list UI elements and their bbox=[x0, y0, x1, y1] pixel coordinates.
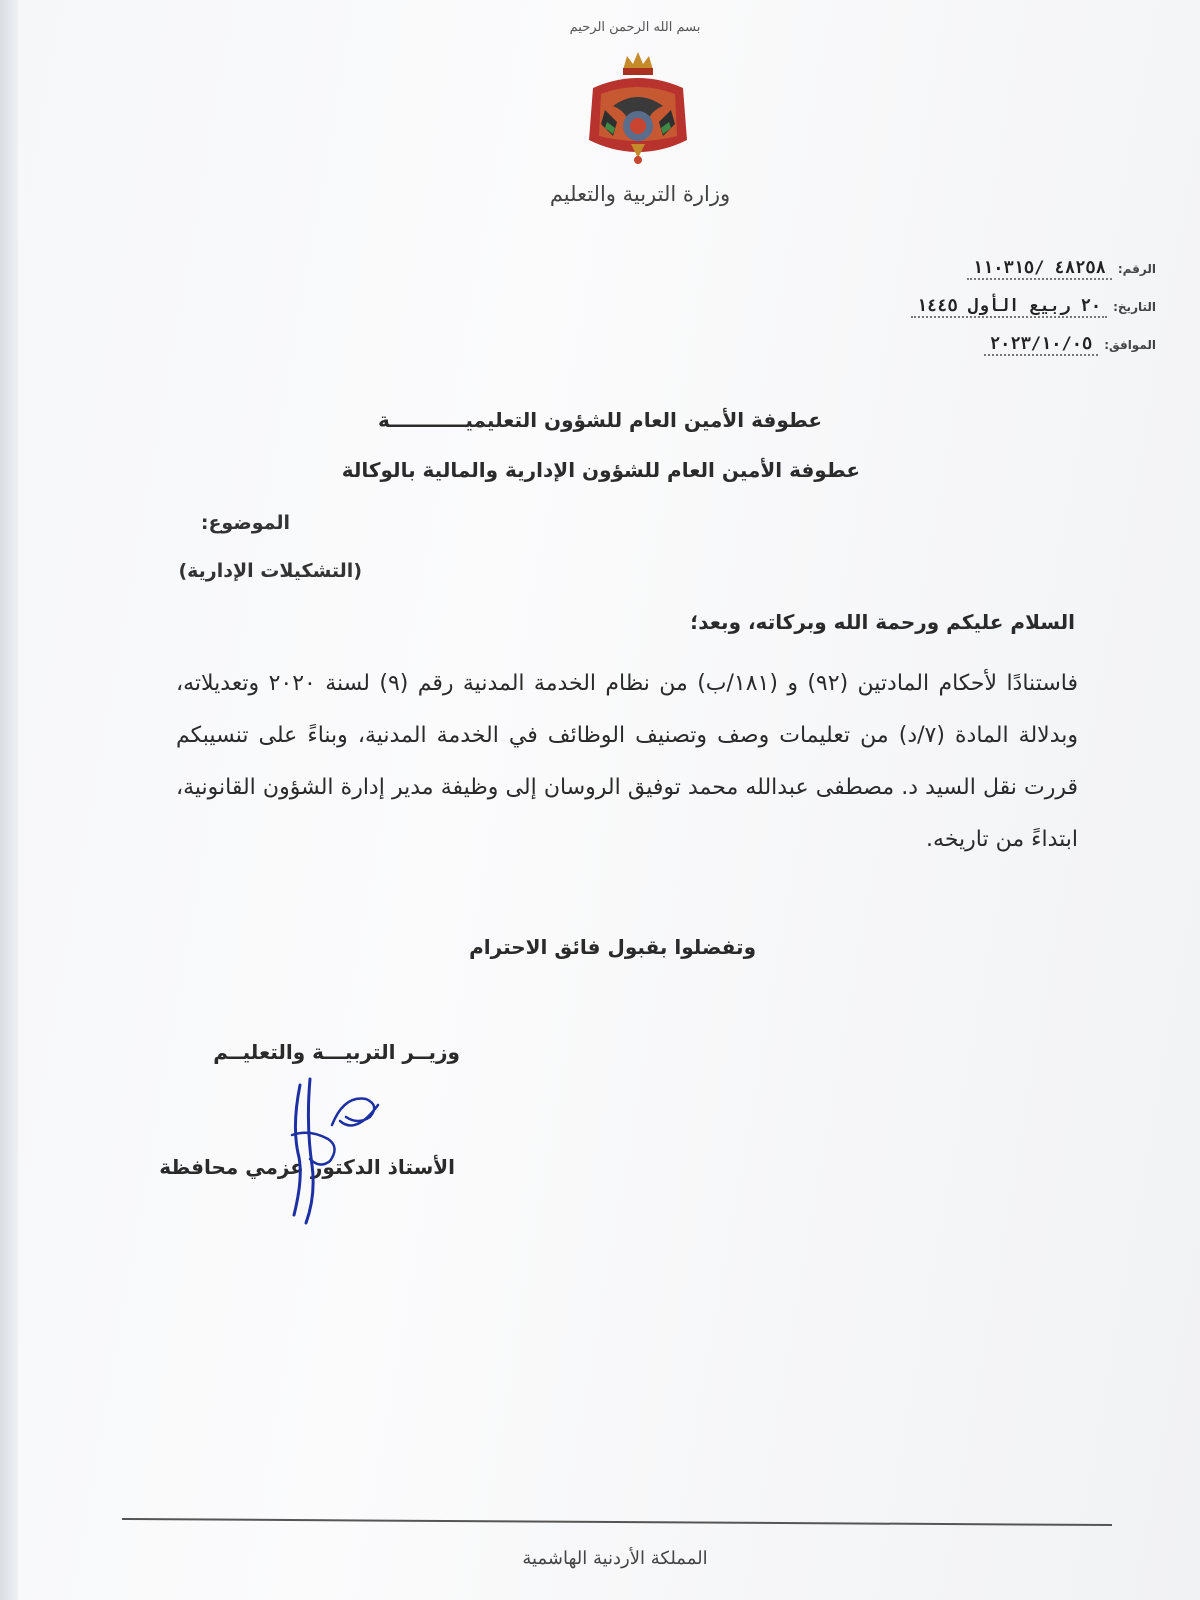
addressee-2: عطوفة الأمين العام للشؤون الإدارية والمالية بالوكالة bbox=[341, 458, 860, 482]
handwritten-signature-icon bbox=[270, 1065, 400, 1225]
letter-body: فاستنادًا لأحكام المادتين (٩٢) و (١٨١/ب) من نظام الخدمة المدنية رقم (٩) لسنة ٢٠٢٠ وتعديلاته، وبدلالة المادة (٧/د) من تعليمات وصف وتصنيف الوظائف في الخدمة المدنية، وبناءً على تنسيبكم قررت نقل السيد د. مصطفى عبدالله محمد توفيق الروسان إلى وظيفة مدير إدارة الشؤون القانونية، ابتداءً من تاريخه. bbox=[176, 671, 1078, 852]
date-value: ٢٠ ربيع الأول ١٤٤٥ bbox=[911, 296, 1107, 318]
closing-line: وتفضلوا بقبول فائق الاحترام bbox=[469, 935, 756, 959]
signatory-name: الأستاذ الدكتور عزمي محافظة bbox=[159, 1155, 455, 1179]
ref-row bbox=[836, 258, 1156, 296]
subject-label: الموضوع: bbox=[200, 512, 290, 534]
addressee-1: عطوفة الأمين العام للشؤون التعليميـــــــــــة bbox=[378, 408, 822, 432]
corresponding-row bbox=[836, 334, 1156, 372]
ref-value: ٤٨٢٥٨ /١١٠٣١٥ bbox=[967, 258, 1112, 280]
signatory-title: وزيــر التربيـــة والتعليــم bbox=[213, 1040, 460, 1064]
date-label: التاريخ: bbox=[1113, 300, 1156, 314]
date-row bbox=[836, 296, 1156, 334]
page-edge-shadow bbox=[0, 0, 18, 1600]
corresponding-value: ٢٠٢٣/١٠/٠٥ bbox=[984, 334, 1098, 356]
reference-block bbox=[836, 258, 1156, 372]
ref-label: الرقم: bbox=[1117, 262, 1156, 276]
corresponding-label: الموافق: bbox=[1104, 338, 1156, 352]
jordan-coat-of-arms-icon bbox=[583, 48, 693, 166]
ministry-name: وزارة التربية والتعليم bbox=[549, 182, 731, 206]
footer-country: المملكة الأردنية الهاشمية bbox=[522, 1548, 708, 1569]
basmala: بسم الله الرحمن الرحيم bbox=[569, 20, 701, 35]
footer-divider bbox=[122, 1518, 1112, 1526]
subject-value: (التشكيلات الإدارية) bbox=[178, 560, 362, 582]
greeting: السلام عليكم ورحمة الله وبركاته، وبعد؛ bbox=[690, 610, 1075, 634]
